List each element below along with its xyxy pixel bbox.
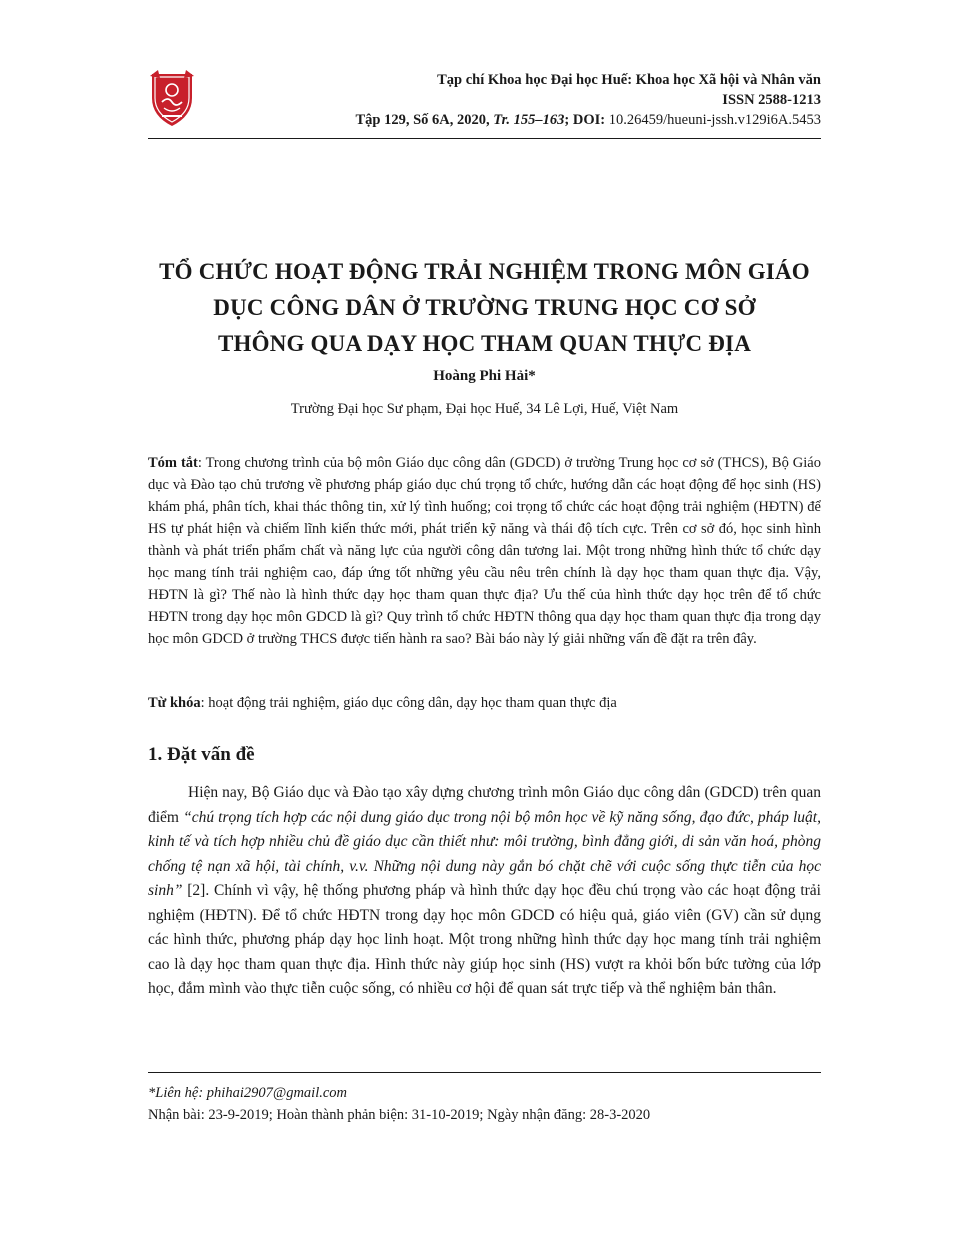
- paragraph-start: Hiện nay, Bộ Giáo dục và Đào tạo xây dựng chương trình môn Giáo dục công dân (GDCD) trên quan điểm: [148, 784, 821, 826]
- abstract-text: : Trong chương trình của bộ môn Giáo dục công dân (GDCD) ở trường Trung học cơ sở (THCS), Bộ Giáo dục và Đào tạo chủ trương về phương pháp giáo dục chú trọng tổ chức, hướng dẫn các hoạt động để học sinh (HS) khám phá, phân tích, khai thác thông tin, xử lý tình huống; coi trọng tổ chức các hoạt động trải nghiệm (HĐTN) để HS tự phát hiện và chiếm lĩnh kiến thức mới, phát triển kỹ năng và thái độ tích cực. Trên cơ sở đó, học sinh hình thành và phát triển phẩm chất và năng lực của người công dân tương lai. Một trong những hình thức tổ chức dạy học mang tính trải nghiệm cao, đáp ứng tốt những yêu cầu nêu trên chính là dạy học tham quan thực địa. Vậy, HĐTN là gì? Thế nào là hình thức dạy học tham quan thực địa? Ưu thế của hình thức dạy học trên để tổ chức HĐTN trong dạy học môn GDCD là gì? Quy trình tổ chức HĐTN thông qua dạy học tham quan thực địa trong dạy học môn GDCD ở trường THCS được tiến hành ra sao? Bài báo này lý giải những vấn đề đặt ra trên đây.: [148, 455, 821, 647]
- footnote-divider: [148, 1072, 821, 1073]
- title-line-1: TỔ CHỨC HOẠT ĐỘNG TRẢI NGHIỆM TRONG MÔN GIÁO: [159, 259, 810, 284]
- paragraph-end: [2]. Chính vì vậy, hệ thống phương pháp và hình thức dạy học đều chú trọng vào các hoạt động trải nghiệm (HĐTN). Để tổ chức HĐTN trong dạy học môn GDCD có hiệu quả, giáo viên (GV) cần sử dụng các hình thức, phương pháp dạy học linh hoạt. Một trong những hình thức dạy học mang tính trải nghiệm cao là dạy học tham quan thực địa. Hình thức này giúp học sinh (HS) vượt ra khỏi bốn bức tường của lớp học, đắm mình vào thực tiễn cuộc sống, có nhiều cơ hội để quan sát trực tiếp và thể nghiệm bản thân.: [148, 882, 821, 997]
- keywords-label: Từ khóa: [148, 695, 201, 711]
- volume-info: [261, 110, 821, 130]
- journal-header: [261, 70, 821, 130]
- footnote: [148, 1082, 821, 1126]
- body-paragraph: [148, 781, 821, 1002]
- doi-label: ; DOI:: [564, 112, 606, 128]
- paper-title: [148, 254, 821, 362]
- author-name: Hoàng Phi Hải*: [433, 368, 536, 384]
- header-divider: [148, 138, 821, 139]
- journal-name: Tạp chí Khoa học Đại học Huế: Khoa học Xã hội và Nhân văn: [437, 72, 821, 88]
- page-range: Tr. 155–163: [493, 112, 565, 128]
- keywords: [148, 692, 821, 714]
- doi-link[interactable]: 10.26459/hueuni-jssh.v129i6A.5453: [605, 112, 821, 128]
- section-heading: 1. Đặt vấn đề: [148, 744, 255, 765]
- abstract: [148, 452, 821, 650]
- paragraph-quote: “chú trọng tích hợp các nội dung giáo dục trong nội bộ môn học về kỹ năng sống, đạo đức, pháp luật, kinh tế và tích hợp nhiều chủ đề giáo dục cần thiết như: môi trường, bình đẳng giới, di sản văn hoá, phòng chống tệ nạn xã hội, tài chính, v.v. Những nội dung này gắn bó chặt chẽ với cuộc sống thực tiễn của học sinh”: [148, 808, 821, 899]
- keywords-text: : hoạt động trải nghiệm, giáo dục công dân, dạy học tham quan thực địa: [200, 695, 617, 711]
- contact-email[interactable]: *Liên hệ: phihai2907@gmail.com: [148, 1085, 347, 1101]
- volume-number: Tập 129, Số 6A, 2020,: [355, 112, 490, 128]
- title-line-2: DỤC CÔNG DÂN Ở TRƯỜNG TRUNG HỌC CƠ SỞ: [213, 295, 756, 320]
- university-seal-icon: [148, 68, 196, 130]
- author-affiliation: Trường Đại học Sư phạm, Đại học Huế, 34 Lê Lợi, Huế, Việt Nam: [290, 401, 679, 417]
- submission-dates: Nhận bài: 23-9-2019; Hoàn thành phản biện: 31-10-2019; Ngày nhận đăng: 28-3-2020: [148, 1107, 651, 1123]
- abstract-label: Tóm tắt: [148, 455, 198, 471]
- title-line-3: THÔNG QUA DẠY HỌC THAM QUAN THỰC ĐỊA: [217, 331, 752, 356]
- journal-issn: ISSN 2588-1213: [722, 92, 821, 108]
